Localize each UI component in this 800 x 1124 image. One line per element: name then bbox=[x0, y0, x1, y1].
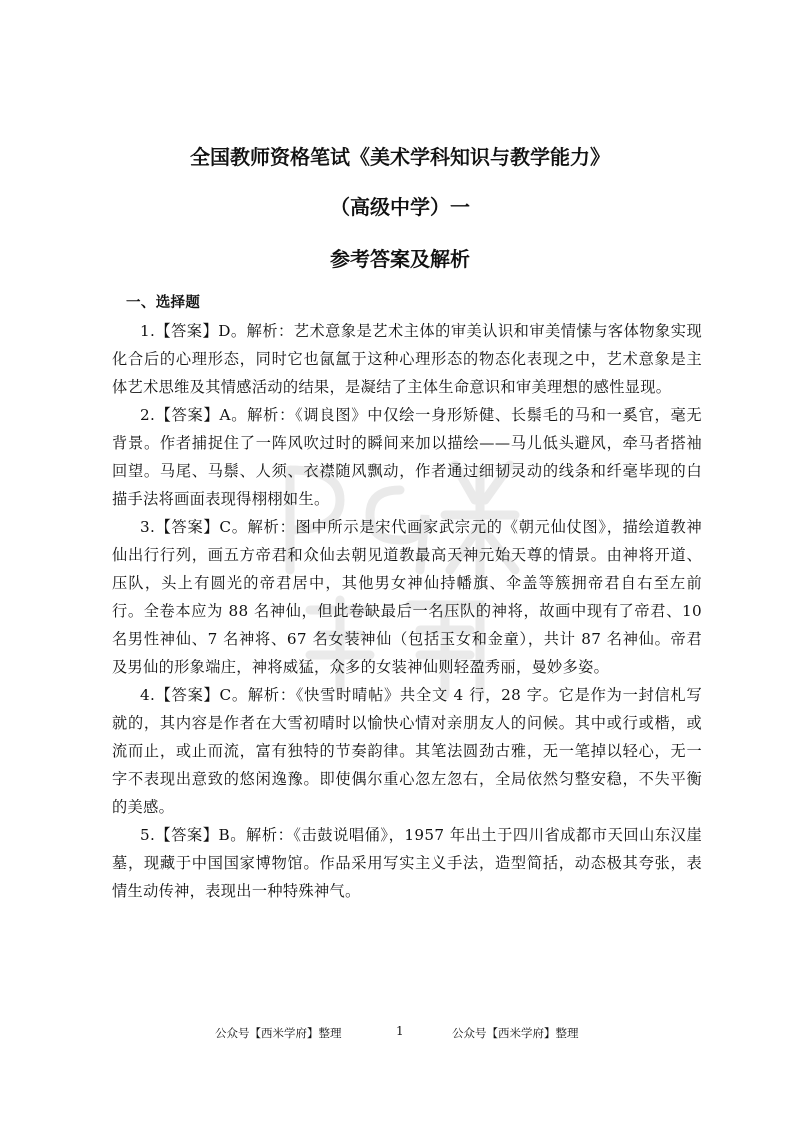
page-number: 1 bbox=[396, 1024, 404, 1038]
section-heading: 一、选择题 bbox=[126, 295, 201, 311]
title-block bbox=[0, 140, 800, 272]
document-section-title: 参考答案及解析 bbox=[330, 247, 470, 271]
answer-item-1: 1.【答案】D。解析：艺术意象是艺术主体的审美认识和审美情愫与客体物象实现化合后的心理形态，同时它也氤氲于这种心理形态的物态化表现之中，艺术意象是主体艺术思维及其情感活动的结果，是凝结了主体生命意识和审美理想的感性显现。 bbox=[112, 322, 702, 396]
answer-item-5: 5.【答案】B。解析：《击鼓说唱俑》，1957 年出土于四川省成都市天回山东汉崖墓，现藏于中国国家博物馆。作品采用写实主义手法，造型简括，动态极其夸张，表情生动传神，表现出一种特殊神气。 bbox=[112, 826, 702, 900]
document-subtitle: （高级中学）一 bbox=[330, 195, 470, 219]
answer-item-4: 4.【答案】C。解析：《快雪时晴帖》共全文 4 行，28 字。它是作为一封信札写就的，其内容是作者在大雪初晴时以愉快心情对亲朋友人的问候。其中或行或楷，或流而止，或止而流，富有独特的节奏韵律。其笔法圆劲古雅，无一笔掉以轻心，无一字不表现出意致的悠闲逸豫。即使偶尔重心忽左忽右，全局依然匀整安稳，不失平衡的美感。 bbox=[112, 686, 702, 816]
answer-content bbox=[112, 290, 702, 905]
footer-right-text: 公众号【西米学府】整理 bbox=[452, 1026, 579, 1040]
answer-item-2: 2.【答案】A。解析：《调良图》中仅绘一身形矫健、长鬃毛的马和一奚官，毫无背景。作者捕捉住了一阵风吹过时的瞬间来加以描绘——马儿低头避风，牵马者搭袖回望。马尾、马鬃、人须、衣襟随风飘动，作者通过细韧灵动的线条和纤毫毕现的白描手法将画面表现得栩栩如生。 bbox=[112, 406, 702, 508]
document-title: 全国教师资格笔试《美术学科知识与教学能力》 bbox=[190, 145, 610, 169]
footer-left-text: 公众号【西米学府】整理 bbox=[215, 1026, 342, 1040]
answer-item-3: 3.【答案】C。解析：图中所示是宋代画家武宗元的《朝元仙仗图》，描绘道教神仙出行行列，画五方帝君和众仙去朝见道教最高天神元始天尊的情景。由神将开道、压队，头上有圆光的帝君居中，其他男女神仙持幡旗、伞盖等簇拥帝君自右至左前行。全卷本应为 88 名神仙，但此卷缺最后一名压队的神将，故画中现有了帝君、10 名男性神仙、7 名神将、67 名女装神仙（包括玉女和金童），共计 87 名神仙。帝君及男仙的形象端庄，神将威猛，众多的女装神仙则轻盈秀丽，曼妙多姿。 bbox=[112, 518, 702, 676]
page-footer bbox=[0, 1025, 800, 1045]
